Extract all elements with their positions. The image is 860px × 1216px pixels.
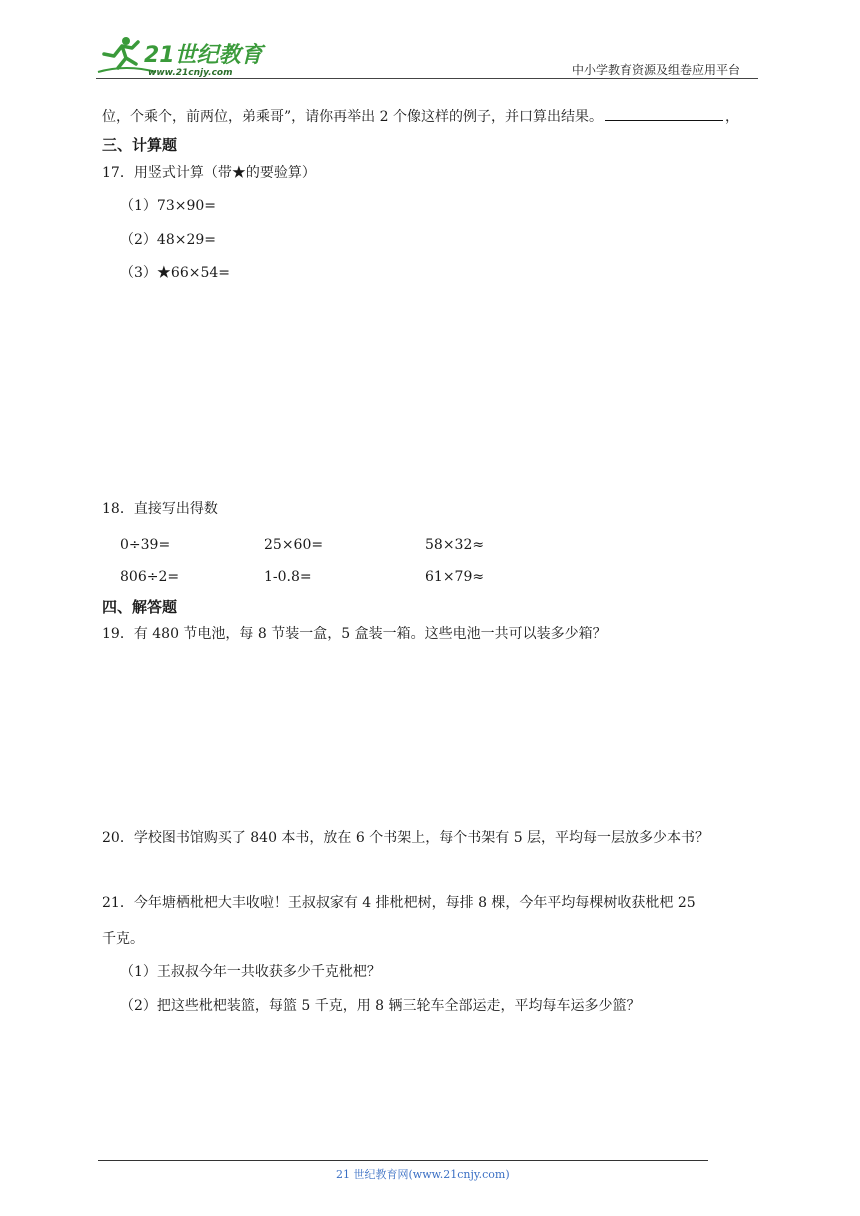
- logo-text: 21世纪教育: [144, 43, 263, 68]
- q21-line-1: 21．今年塘栖枇杷大丰收啦！王叔叔家有 4 排枇杷树，每排 8 棵，今年平均每棵树收获枇杷 25: [102, 895, 696, 911]
- q18-prompt: 18．直接写出得数: [102, 501, 218, 517]
- section-4-title: 四、解答题: [102, 598, 178, 616]
- q21-line-2: 千克。: [102, 931, 144, 947]
- q18-r1-c3: 58×32≈: [425, 537, 485, 553]
- q17-item-1: （1）73×90=: [120, 198, 216, 214]
- q19-text: 19．有 480 节电池，每 8 节装一盒，5 盒装一箱。这些电池一共可以装多少箱？: [102, 626, 607, 642]
- q17-item-2: （2）48×29=: [120, 232, 216, 248]
- q18-r1-c2: 25×60=: [264, 537, 324, 553]
- footer-link[interactable]: 21 世纪教育网(www.21cnjy.com): [336, 1168, 510, 1181]
- q16-continuation: [102, 106, 739, 127]
- header-divider: [96, 78, 758, 79]
- q16-end-mark: ，: [724, 109, 739, 125]
- q18-r1-c1: 0÷39=: [120, 537, 171, 553]
- site-title: 中小学教育资源及组卷应用平台: [572, 63, 741, 77]
- q18-r2-c1: 806÷2=: [120, 569, 180, 585]
- section-3-title: 三、计算题: [102, 136, 178, 154]
- q21-sub-1: （1）王叔叔今年一共收获多少千克枇杷？: [120, 964, 381, 980]
- answer-blank: [605, 106, 723, 121]
- logo-url: www.21cnjy.com: [148, 68, 233, 78]
- q20-text: 20．学校图书馆购买了 840 本书，放在 6 个书架上，每个书架有 5 层，平均每一层放多少本书？: [102, 830, 710, 846]
- q18-r2-c3: 61×79≈: [425, 569, 485, 585]
- q21-sub-2: （2）把这些枇杷装篮，每篮 5 千克，用 8 辆三轮车全部运走，平均每车运多少篮？: [120, 998, 641, 1014]
- q17-prompt: 17．用竖式计算（带★的要验算）: [102, 165, 316, 181]
- site-logo: [96, 34, 266, 78]
- q16-text: 位，个乘个，前两位，弟乘哥”，请你再举出 2 个像这样的例子，并口算出结果。: [102, 109, 603, 125]
- footer-divider: [98, 1160, 708, 1161]
- q17-item-3: （3）★66×54=: [120, 265, 230, 281]
- q18-r2-c2: 1-0.8=: [264, 569, 312, 585]
